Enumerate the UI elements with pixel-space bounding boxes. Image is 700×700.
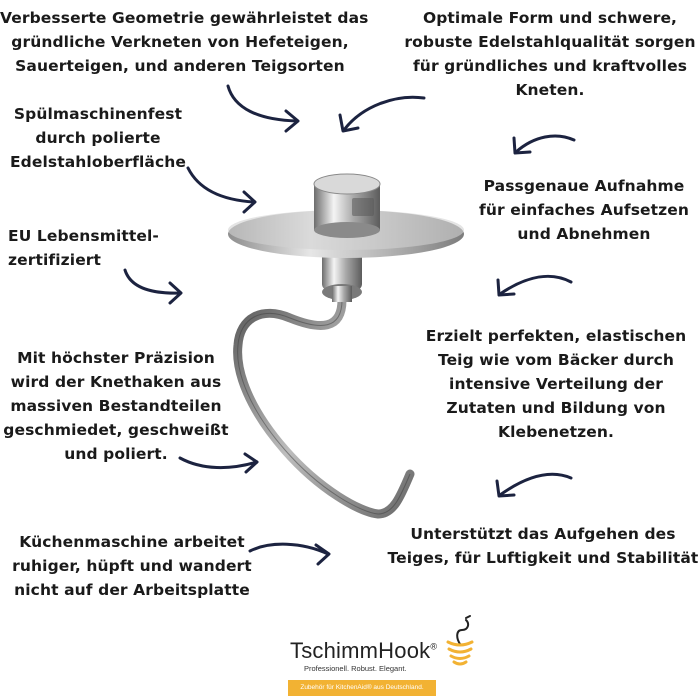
arrow-dishwasher <box>188 168 255 212</box>
callout-line: massiven Bestandteilen <box>10 397 222 415</box>
callout-line: und Abnehmen <box>517 225 651 243</box>
logo-badge: Zubehör für KitchenAid® aus Deutschland. <box>288 680 436 696</box>
arrow-form <box>340 97 424 131</box>
callout-geometry <box>0 6 369 78</box>
callout-line: Küchenmaschine arbeitet <box>19 533 245 551</box>
callout-line: robuste Edelstahlqualität sorgen <box>404 33 696 51</box>
callout-line: nicht auf der Arbeitsplatte <box>14 581 250 599</box>
callout-line: Passgenaue Aufnahme <box>483 177 685 195</box>
callout-line: intensive Verteilung der <box>449 375 663 393</box>
arrow-dough <box>498 276 571 295</box>
callout-precision <box>0 346 232 466</box>
callout-line: Teig wie vom Bäcker durch <box>437 351 675 369</box>
arrow-rising <box>497 474 571 496</box>
callout-line: Zutaten und Bildung von <box>446 399 666 417</box>
callout-form <box>400 6 700 102</box>
callout-line: Spülmaschinenfest <box>13 105 183 123</box>
callout-line: Mit höchster Präzision <box>17 349 215 367</box>
callout-machine <box>0 530 264 602</box>
callout-line: für gründliches und kraftvolles <box>412 57 688 75</box>
callout-line: geschmiedet, geschweißt <box>3 421 229 439</box>
callout-line: Kneten. <box>515 81 585 99</box>
callout-line: und poliert. <box>64 445 168 463</box>
callout-line: wird der Knethaken aus <box>10 373 222 391</box>
callout-line: gründliche Verkneten von Hefeteigen, <box>11 33 349 51</box>
callout-line: durch polierte <box>35 129 161 147</box>
callout-line: Teiges, für Luftigkeit und Stabilität <box>387 549 699 567</box>
callout-line: zertifiziert <box>8 251 102 269</box>
callout-fit <box>468 174 700 246</box>
callout-line: Unterstützt das Aufgehen des <box>410 525 676 543</box>
callout-line: Sauerteigen, und anderen Teigsorten <box>15 57 345 75</box>
callout-dough <box>412 324 700 444</box>
callout-line: für einfaches Aufsetzen <box>478 201 690 219</box>
registered-mark: ® <box>430 641 438 652</box>
hook-logo-icon <box>436 614 476 674</box>
callout-line: Edelstahloberfläche <box>9 153 186 171</box>
callout-line: Erzielt perfekten, elastischen <box>425 327 687 345</box>
callout-line: Verbesserte Geometrie gewährleistet das <box>0 9 369 27</box>
callout-dishwasher <box>0 102 196 174</box>
callout-line: Klebenetzen. <box>497 423 615 441</box>
logo-tagline: Professionell. Robust. Elegant. <box>304 664 407 673</box>
logo-wordmark <box>290 638 437 664</box>
callout-line: ruhiger, hüpft und wandert <box>12 557 252 575</box>
arrow-eu <box>125 270 181 303</box>
callout-line: Optimale Form und schwere, <box>422 9 678 27</box>
logo-name-text: TschimmHook <box>290 638 431 663</box>
callout-eu <box>8 224 188 272</box>
arrow-fit <box>514 136 574 153</box>
callout-line: EU Lebensmittel- <box>8 227 159 245</box>
callout-rising <box>386 522 700 570</box>
brand-logo <box>286 614 476 700</box>
arrow-geometry <box>228 86 298 131</box>
